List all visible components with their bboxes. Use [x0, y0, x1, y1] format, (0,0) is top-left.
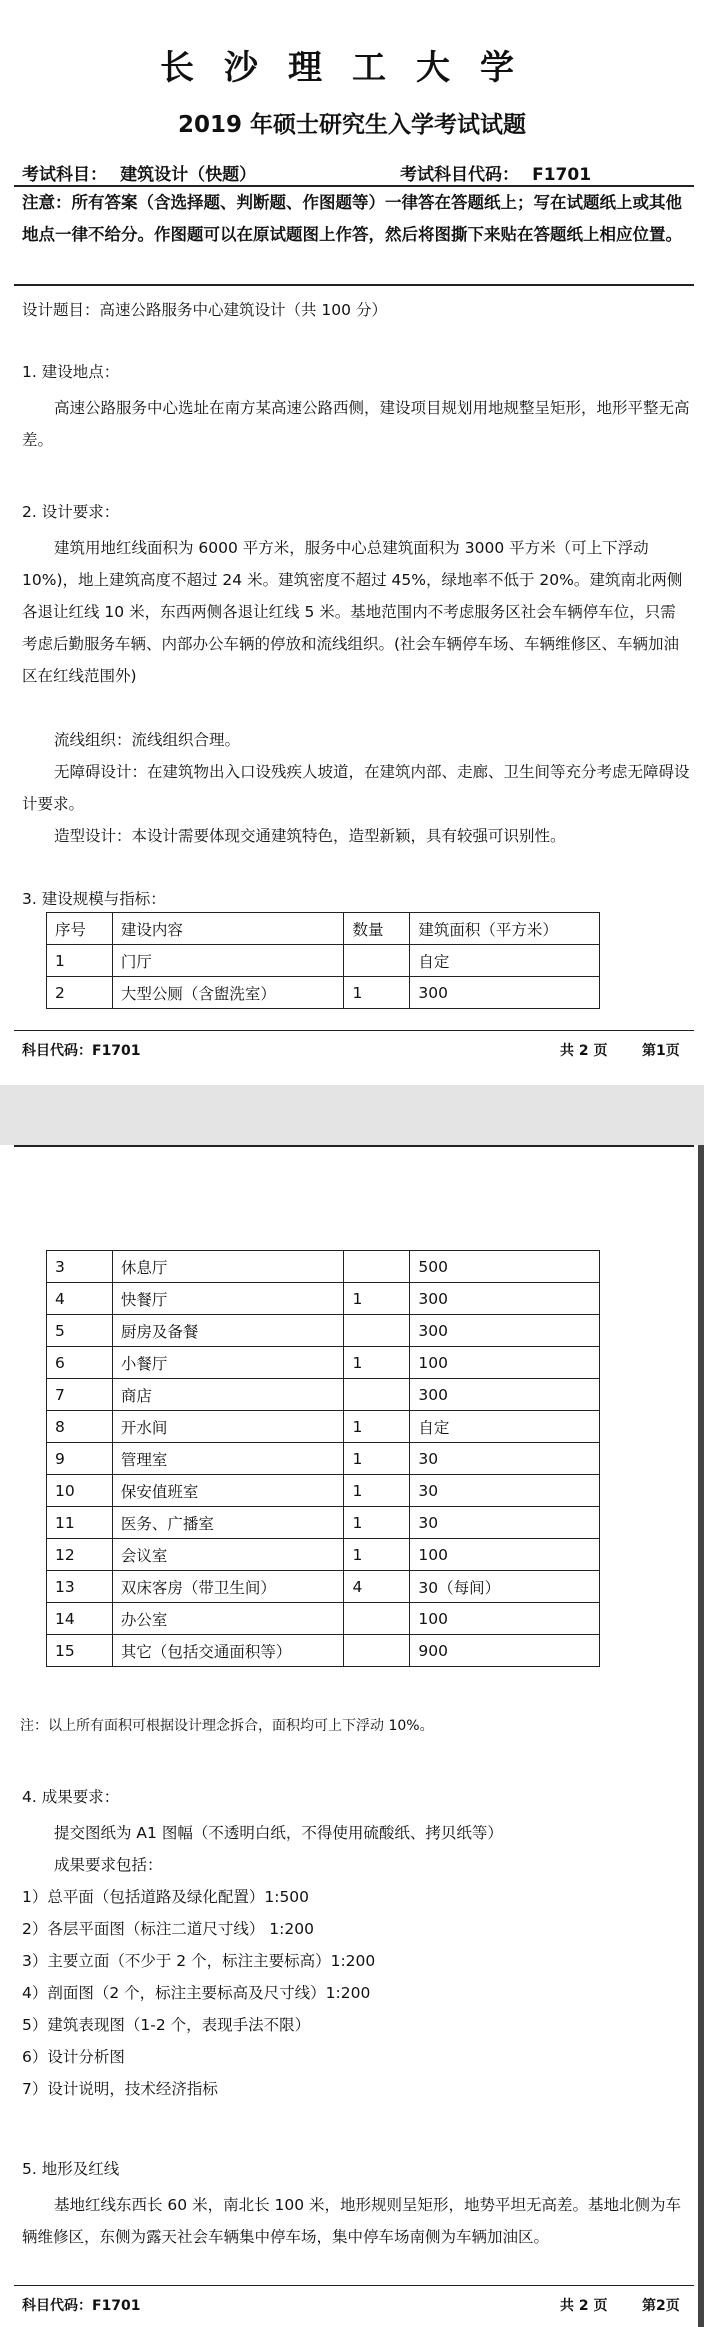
cell-content: 管理室	[112, 1443, 344, 1475]
section-4-item: 2）各层平面图（标注二道尺寸线） 1:200	[22, 1920, 314, 1938]
cell-no: 14	[47, 1603, 113, 1635]
section-4-item: 1）总平面（包括道路及绿化配置）1:500	[22, 1888, 310, 1906]
cell-no: 8	[47, 1411, 113, 1443]
cell-content: 商店	[112, 1379, 344, 1411]
cell-area: 300	[410, 977, 600, 1009]
table-header-row	[47, 913, 600, 945]
cell-area: 30	[410, 1507, 600, 1539]
cell-content: 双床客房（带卫生间）	[112, 1571, 344, 1603]
cell-content: 大型公厕（含盥洗室）	[112, 977, 344, 1009]
section-1-title: 1. 建设地点：	[22, 363, 120, 381]
header-rule-bottom	[14, 284, 694, 286]
subject-code-label: 考试科目代码：	[400, 165, 519, 185]
footer-page-number: 第1页	[642, 1043, 680, 1059]
university-name: 长沙理工大学	[160, 48, 544, 88]
table-row	[47, 1443, 600, 1475]
cell-area: 100	[410, 1539, 600, 1571]
cell-no: 3	[47, 1251, 113, 1283]
footer-total-pages: 共 2 页	[560, 2298, 608, 2314]
table-row	[47, 977, 600, 1009]
table-row	[47, 1347, 600, 1379]
section-4-item: 6）设计分析图	[22, 2048, 125, 2066]
cell-no: 13	[47, 1571, 113, 1603]
section-4-item: 3）主要立面（不少于 2 个，标注主要标高）1:200	[22, 1952, 376, 1970]
table-row	[47, 1603, 600, 1635]
section-4-subtitle: 成果要求包括：	[54, 1856, 163, 1874]
header-cell-no: 序号	[47, 913, 113, 945]
footer-subject-code: 科目代码：F1701	[22, 1043, 141, 1059]
cell-content: 开水间	[112, 1411, 344, 1443]
cell-area: 30	[410, 1475, 600, 1507]
cell-no: 5	[47, 1315, 113, 1347]
header-cell-qty: 数量	[344, 913, 410, 945]
scan-edge	[698, 1145, 704, 2327]
cell-no: 2	[47, 977, 113, 1009]
cell-content: 其它（包括交通面积等）	[112, 1635, 344, 1667]
table-row	[47, 1379, 600, 1411]
cell-no: 10	[47, 1475, 113, 1507]
cell-content: 休息厅	[112, 1251, 344, 1283]
footer-rule	[14, 1030, 694, 1031]
cell-no: 11	[47, 1507, 113, 1539]
cell-no: 9	[47, 1443, 113, 1475]
cell-area: 30	[410, 1443, 600, 1475]
cell-qty: 1	[344, 1347, 410, 1379]
footer-subject-code: 科目代码：F1701	[22, 2298, 141, 2314]
cell-area: 自定	[410, 945, 600, 977]
section-4-item: 4）剖面图（2 个，标注主要标高及尺寸线）1:200	[22, 1984, 371, 2002]
cell-content: 保安值班室	[112, 1475, 344, 1507]
table-row	[47, 1315, 600, 1347]
table-row	[47, 1571, 600, 1603]
cell-qty: 1	[344, 1411, 410, 1443]
footer-rule	[14, 2285, 694, 2286]
cell-qty: 1	[344, 1283, 410, 1315]
answer-notice: 注意：所有答案（含选择题、判断题、作图题等）一律答在答题纸上；写在试题纸上或其他地点一律不给分。作图题可以在原试题图上作答，然后将图撕下来贴在答题纸上相应位置。	[22, 193, 682, 244]
cell-area: 30（每间）	[410, 1571, 600, 1603]
table-row	[47, 1507, 600, 1539]
cell-qty	[344, 1603, 410, 1635]
subject-line	[22, 160, 264, 185]
section-2-form-design: 造型设计：本设计需要体现交通建筑特色，造型新颖，具有较强可识别性。	[54, 827, 566, 845]
section-3-title: 3. 建设规模与指标：	[22, 890, 166, 908]
cell-qty	[344, 945, 410, 977]
exam-title: 2019 年硕士研究生入学考试试题	[177, 112, 527, 138]
program-table-part-2	[46, 1250, 600, 1667]
header-cell-area: 建筑面积（平方米）	[410, 913, 600, 945]
section-2-requirements: 建筑用地红线面积为 6000 平方米，服务中心总建筑面积为 3000 平方米（可上下浮动 10%)，地上建筑高度不超过 24 米。建筑密度不超过 45%，绿地率不低于 20%。建筑南北两侧各退让红线 10 米，东西两侧各退让红线 5 米。基地范围内不考虑服务区社会车辆停车位，只需考虑后勤服务车辆、内部办公车辆的停放和流线组织。(社会车辆停车场、车辆维修区、车辆加油区在红线范围外)	[22, 539, 683, 685]
cell-area: 100	[410, 1347, 600, 1379]
table-row	[47, 1251, 600, 1283]
cell-content: 医务、广播室	[112, 1507, 344, 1539]
table-row	[47, 945, 600, 977]
footer-page-number: 第2页	[642, 2298, 680, 2314]
cell-no: 4	[47, 1283, 113, 1315]
exam-page-1	[0, 0, 704, 1085]
subject-code-line	[400, 160, 599, 185]
section-4-intro: 提交图纸为 A1 图幅（不透明白纸，不得使用硫酸纸、拷贝纸等）	[54, 1824, 503, 1842]
header-rule-top	[14, 1145, 694, 1147]
cell-qty	[344, 1251, 410, 1283]
table-row	[47, 1411, 600, 1443]
subject-code-value: F1701	[524, 165, 599, 186]
cell-no: 12	[47, 1539, 113, 1571]
cell-no: 7	[47, 1379, 113, 1411]
table-row	[47, 1475, 600, 1507]
section-5-title: 5. 地形及红线	[22, 2160, 120, 2178]
section-4-item: 7）设计说明，技术经济指标	[22, 2080, 218, 2098]
footer-total-pages: 共 2 页	[560, 1043, 608, 1059]
section-2-title: 2. 设计要求：	[22, 503, 120, 521]
cell-qty	[344, 1379, 410, 1411]
cell-area: 500	[410, 1251, 600, 1283]
section-2-circulation: 流线组织：流线组织合理。	[54, 731, 241, 749]
program-table-part-1	[46, 912, 600, 1009]
table-row	[47, 1539, 600, 1571]
page-gap	[0, 1085, 704, 1145]
cell-qty: 1	[344, 1539, 410, 1571]
header-cell-content: 建设内容	[112, 913, 344, 945]
table-row	[47, 1635, 600, 1667]
cell-content: 门厅	[112, 945, 344, 977]
cell-qty	[344, 1635, 410, 1667]
table-note: 注：以上所有面积可根据设计理念拆合，面积均可上下浮动 10%。	[20, 1718, 434, 1734]
cell-content: 快餐厅	[112, 1283, 344, 1315]
cell-content: 厨房及备餐	[112, 1315, 344, 1347]
cell-content: 会议室	[112, 1539, 344, 1571]
cell-no: 6	[47, 1347, 113, 1379]
section-2-accessibility: 无障碍设计：在建筑物出入口设残疾人坡道，在建筑内部、走廊、卫生间等充分考虑无障碍设计要求。	[22, 763, 690, 813]
section-1-text: 高速公路服务中心选址在南方某高速公路西侧，建设项目规划用地规整呈矩形，地形平整无高差。	[22, 399, 690, 449]
design-topic: 设计题目：高速公路服务中心建筑设计（共 100 分）	[22, 301, 387, 319]
cell-area: 300	[410, 1283, 600, 1315]
cell-area: 900	[410, 1635, 600, 1667]
cell-qty	[344, 1315, 410, 1347]
cell-no: 15	[47, 1635, 113, 1667]
cell-no: 1	[47, 945, 113, 977]
section-4-title: 4. 成果要求：	[22, 1788, 120, 1806]
cell-qty: 1	[344, 1443, 410, 1475]
subject-value: 建筑设计（快题）	[112, 165, 264, 186]
cell-area: 300	[410, 1379, 600, 1411]
cell-area: 自定	[410, 1411, 600, 1443]
section-4-item: 5）建筑表现图（1-2 个，表现手法不限）	[22, 2016, 311, 2034]
cell-area: 300	[410, 1315, 600, 1347]
cell-area: 100	[410, 1603, 600, 1635]
cell-qty: 1	[344, 1475, 410, 1507]
table-row	[47, 1283, 600, 1315]
cell-qty: 1	[344, 977, 410, 1009]
cell-content: 办公室	[112, 1603, 344, 1635]
cell-content: 小餐厅	[112, 1347, 344, 1379]
section-5-text: 基地红线东西长 60 米，南北长 100 米，地形规则呈矩形，地势平坦无高差。基地北侧为车辆维修区，东侧为露天社会车辆集中停车场，集中停车场南侧为车辆加油区。	[22, 2196, 682, 2246]
subject-label: 考试科目：	[22, 165, 107, 185]
cell-qty: 4	[344, 1571, 410, 1603]
cell-qty: 1	[344, 1507, 410, 1539]
exam-page-2	[0, 1145, 704, 2327]
